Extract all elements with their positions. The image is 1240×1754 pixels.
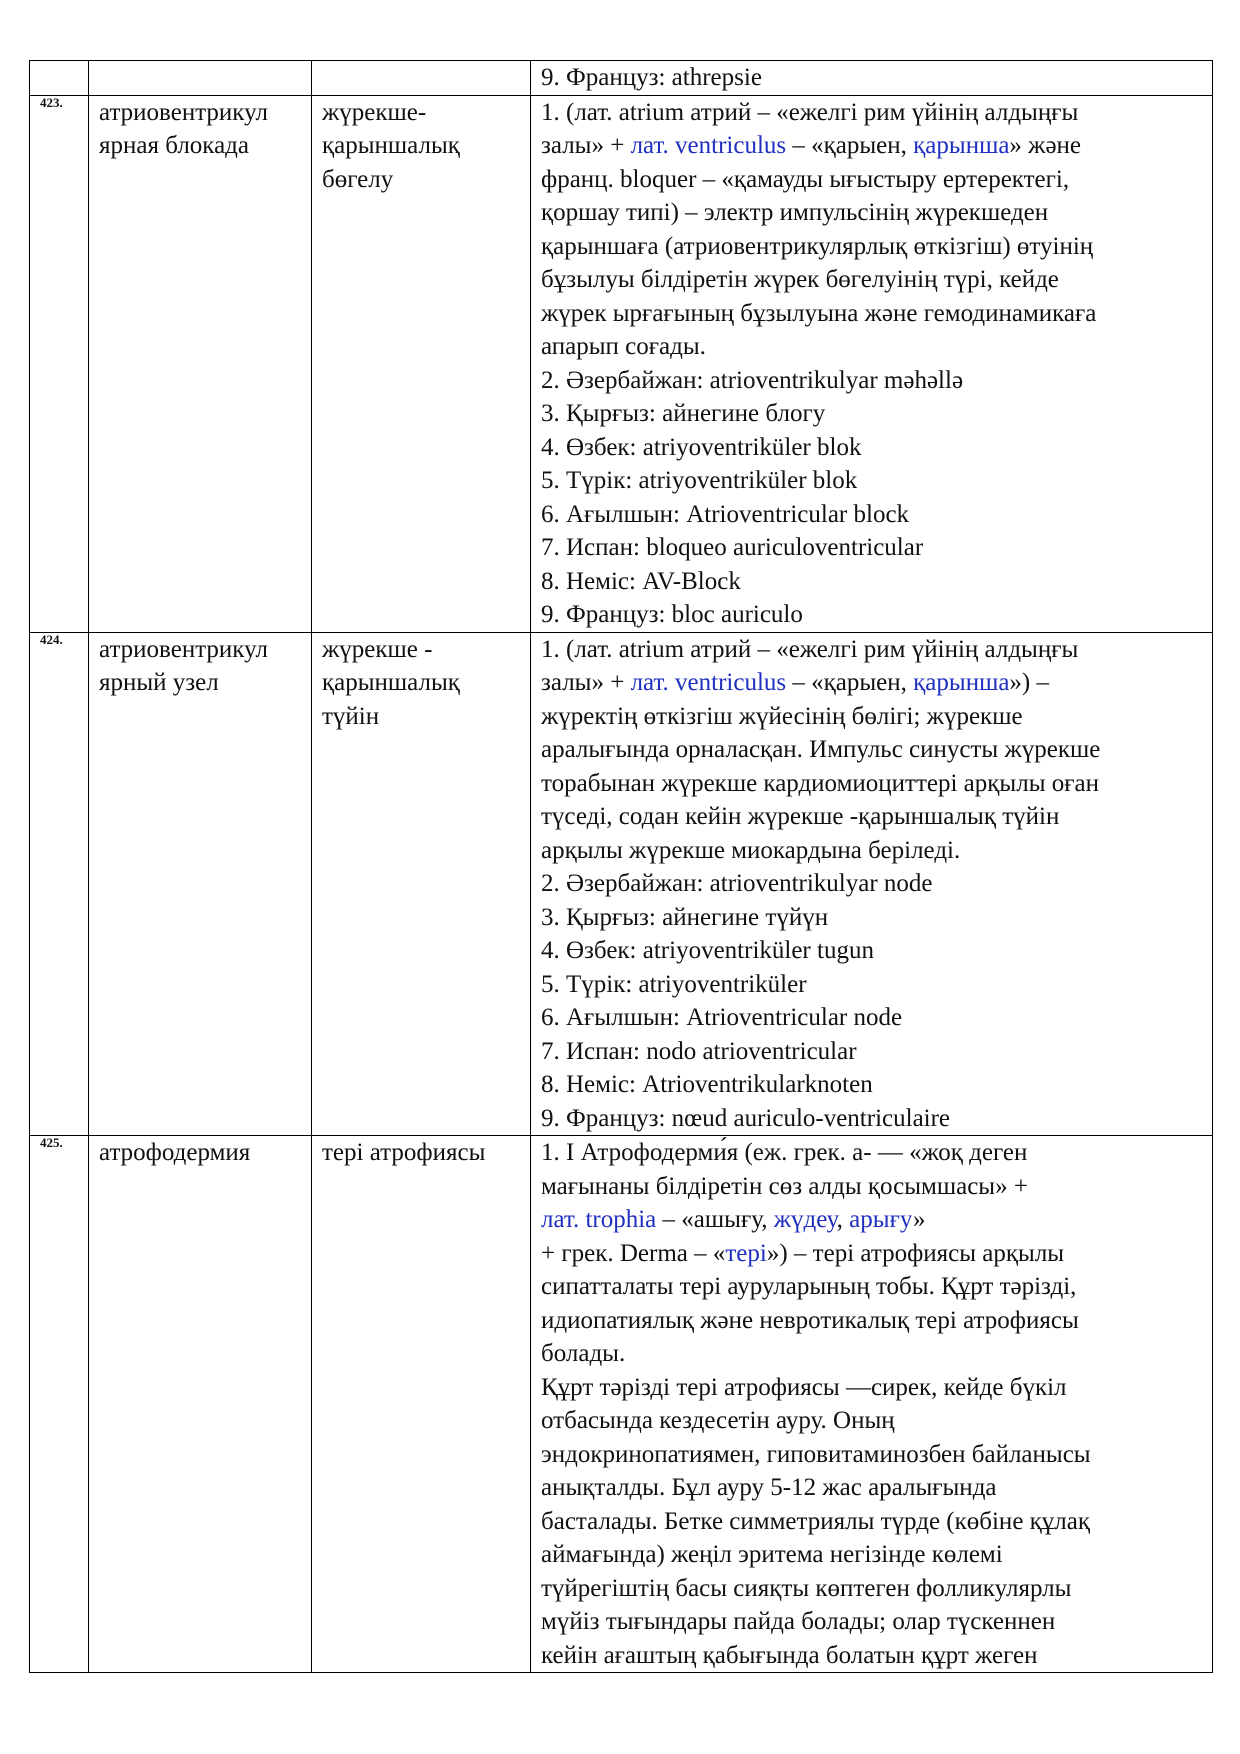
description-text: арқылы жүрекше миокардына беріледі. [541, 836, 961, 864]
russian-term [89, 95, 312, 632]
description-line [541, 598, 1206, 632]
entry-number: 425. [30, 1136, 89, 1673]
description-text: түйрегіштің басы сияқты көптеген фолликулярлы [541, 1574, 1072, 1602]
kazakh-term-line: бөгелу [322, 165, 394, 193]
description-line [541, 163, 1206, 197]
description-line [541, 1035, 1206, 1069]
description-line [541, 1170, 1206, 1204]
description-text: 3. Қырғыз: айнегине түйүн [541, 903, 829, 931]
table-row [30, 632, 1213, 1136]
description-text: 7. Испан: bloqueo auriculoventricular [541, 534, 924, 561]
description-text: кейін ағаштың қабығында болатын құрт жеген [541, 1641, 1038, 1669]
description-text: апарып соғады. [541, 333, 706, 360]
term-description [531, 632, 1213, 1136]
description-text: мағынаны білдіретін сөз алды қосымшасы» + [541, 1172, 1028, 1200]
description-text: басталады. Бетке симметриялы түрде (көбіне құлақ [541, 1507, 1091, 1535]
description-text: 6. Ағылшын: Atrioventricular block [541, 500, 910, 528]
description-text: 9. Француз: athrepsie [541, 64, 762, 91]
entry-number: 423. [30, 95, 89, 632]
description-text: болады. [541, 1340, 626, 1367]
description-text: қарыншаға (атриовентрикулярлық өткізгіш) өтуінің [541, 232, 1094, 260]
russian-term-line: ярный узел [99, 669, 219, 696]
description-text: – «қарыен, [786, 669, 914, 696]
description-text: 2. Әзербайжан: atrioventrikulyar node [541, 870, 933, 897]
description-line [541, 1001, 1206, 1035]
term-description [531, 95, 1213, 632]
description-line [541, 1237, 1206, 1271]
latin-term-highlight: лат. ventriculus [630, 132, 787, 159]
description-text: , [836, 1206, 850, 1233]
description-line [541, 61, 1206, 95]
kazakh-term-line: түйін [322, 702, 380, 730]
description-line [541, 1639, 1206, 1673]
description-text: франц. bloquer – «қамауды ығыстыру ертеректегі, [541, 165, 1070, 193]
description-line [541, 1270, 1206, 1304]
description-text: эндокринопатиямен, гиповитаминозбен байланысы [541, 1440, 1091, 1468]
description-line [541, 1404, 1206, 1438]
description-text: жүректің өткізгіш жүйесінің бөлігі; жүрекше [541, 702, 1023, 730]
latin-term-highlight: арығу [849, 1206, 913, 1233]
description-line [541, 666, 1206, 700]
description-text: аймағында) жеңіл эритема негізінде көлемі [541, 1541, 1003, 1568]
description-text: ») – тері атрофиясы арқылы [766, 1239, 1065, 1267]
kazakh-term-line: тері атрофиясы [322, 1139, 486, 1166]
latin-term-highlight: лат. ventriculus [630, 669, 787, 696]
description-text: сипатталаты тері ауруларының тобы. Құрт тәрізді, [541, 1273, 1077, 1300]
description-text: 1. (лат. atrium атрий – «ежелгі рим үйінің алдыңғы [541, 98, 1079, 126]
description-line [541, 1136, 1206, 1170]
description-line [541, 1505, 1206, 1539]
description-line [541, 330, 1206, 364]
description-text: қоршау типі) – электр импульсінің жүрекшеден [541, 199, 1049, 226]
description-line [541, 1337, 1206, 1371]
description-line [541, 364, 1206, 398]
description-line [541, 431, 1206, 465]
kazakh-term-line: жүрекше- [322, 98, 427, 126]
entry-number: 424. [30, 632, 89, 1136]
description-text: » [912, 1206, 926, 1233]
description-line [541, 867, 1206, 901]
description-line [541, 834, 1206, 868]
description-text: 8. Неміс: AV-Block [541, 567, 741, 595]
entry-number [30, 61, 89, 96]
description-line [541, 1605, 1206, 1639]
description-text: – «ашығу, [656, 1206, 774, 1233]
kazakh-term [312, 61, 531, 96]
description-line [541, 297, 1206, 331]
description-line [541, 531, 1206, 565]
description-line [541, 767, 1206, 801]
russian-term-line: атриовентрикул [99, 635, 268, 663]
latin-term-highlight: қарынша [913, 132, 1010, 159]
term-description [531, 1136, 1213, 1673]
kazakh-term-line: қарыншалық [322, 132, 460, 159]
description-text: 8. Неміс: Atrioventrikularknoten [541, 1071, 873, 1098]
description-line [541, 1572, 1206, 1606]
description-text: 4. Өзбек: atriyoventriküler blok [541, 433, 862, 461]
description-text: 9. Француз: nœud auriculo-ventriculaire [541, 1104, 951, 1132]
description-line [541, 96, 1206, 130]
description-text: 4. Өзбек: atriyoventriküler tugun [541, 937, 874, 964]
description-text: бұзылуы білдіретін жүрек бөгелуінің түрі, кейде [541, 266, 1059, 293]
description-text: мүйіз тығындары пайда болады; олар түскеннен [541, 1608, 1056, 1635]
description-text: Құрт тәрізді тері атрофиясы —сирек, кейде бүкіл [541, 1373, 1067, 1401]
description-text: 3. Қырғыз: айнегине блогу [541, 400, 826, 427]
description-text: аралығында орналасқан. Импульс синусты жүрекше [541, 736, 1101, 763]
russian-term-line: атрофодермия [99, 1139, 251, 1166]
description-text: 5. Түрік: atriyoventriküler blok [541, 467, 858, 494]
latin-term-highlight: қарынша [913, 669, 1010, 696]
terms-table-body [30, 61, 1213, 1673]
russian-term-line: ярная блокада [99, 132, 249, 159]
description-line [541, 968, 1206, 1002]
description-line [541, 1438, 1206, 1472]
description-line [541, 464, 1206, 498]
description-line [541, 1203, 1206, 1237]
description-line [541, 263, 1206, 297]
russian-term-line: атриовентрикул [99, 98, 268, 126]
description-text: 2. Әзербайжан: atrioventrikulyar məhəllə [541, 366, 964, 394]
description-text: торабынан жүрекше кардиомиоциттері арқылы оған [541, 769, 1099, 797]
description-text: – «қарыен, [786, 132, 914, 159]
description-line [541, 934, 1206, 968]
table-row [30, 61, 1213, 96]
description-line [541, 498, 1206, 532]
description-text: залы» + [541, 669, 631, 696]
description-text: ») – [1009, 669, 1049, 696]
kazakh-term-line: қарыншалық [322, 669, 460, 696]
term-description [531, 61, 1213, 96]
description-line [541, 397, 1206, 431]
russian-term [89, 632, 312, 1136]
description-line [541, 196, 1206, 230]
description-line [541, 1471, 1206, 1505]
description-line [541, 733, 1206, 767]
kazakh-term [312, 95, 531, 632]
description-line [541, 1371, 1206, 1405]
description-line [541, 230, 1206, 264]
description-line [541, 700, 1206, 734]
kazakh-term-line: жүрекше - [322, 635, 433, 663]
latin-term-highlight: жүдеу [773, 1206, 837, 1233]
description-text: залы» + [541, 132, 631, 159]
description-text: түседі, содан кейін жүрекше -қарыншалық түйін [541, 803, 1060, 830]
description-text: + грек. Derma – « [541, 1239, 726, 1267]
description-text: 1. I Атрофодерми́я (еж. грек. а- — «жоқ деген [541, 1139, 1028, 1166]
russian-term [89, 1136, 312, 1673]
description-text: отбасында кездесетін ауру. Оның [541, 1407, 895, 1434]
description-text: 5. Түрік: atriyoventriküler [541, 970, 807, 998]
description-text: жүрек ырғағының бұзылуына және гемодинамикаға [541, 299, 1097, 327]
description-line [541, 1538, 1206, 1572]
description-text: анықталды. Бұл ауру 5-12 жас аралығында [541, 1474, 997, 1501]
table-row [30, 1136, 1213, 1673]
description-line [541, 1304, 1206, 1338]
description-text: 7. Испан: nodo atrioventricular [541, 1037, 857, 1065]
description-line [541, 800, 1206, 834]
description-line [541, 901, 1206, 935]
description-text: » және [1009, 132, 1082, 159]
description-text: 1. (лат. atrium атрий – «ежелгі рим үйінің алдыңғы [541, 635, 1079, 663]
russian-term [89, 61, 312, 96]
description-text: 9. Француз: bloc auriculo [541, 601, 803, 628]
description-line [541, 1068, 1206, 1102]
kazakh-term [312, 632, 531, 1136]
table-row [30, 95, 1213, 632]
description-text: идиопатиялық және невротикалық тері атрофиясы [541, 1306, 1079, 1334]
latin-term-highlight: тері [725, 1239, 767, 1267]
latin-term-highlight: лат. trophia [541, 1206, 657, 1233]
description-text: 6. Ағылшын: Atrioventricular node [541, 1004, 903, 1031]
kazakh-term [312, 1136, 531, 1673]
description-line [541, 565, 1206, 599]
description-line [541, 129, 1206, 163]
terms-table [29, 60, 1213, 1673]
description-line [541, 633, 1206, 667]
description-line [541, 1102, 1206, 1136]
